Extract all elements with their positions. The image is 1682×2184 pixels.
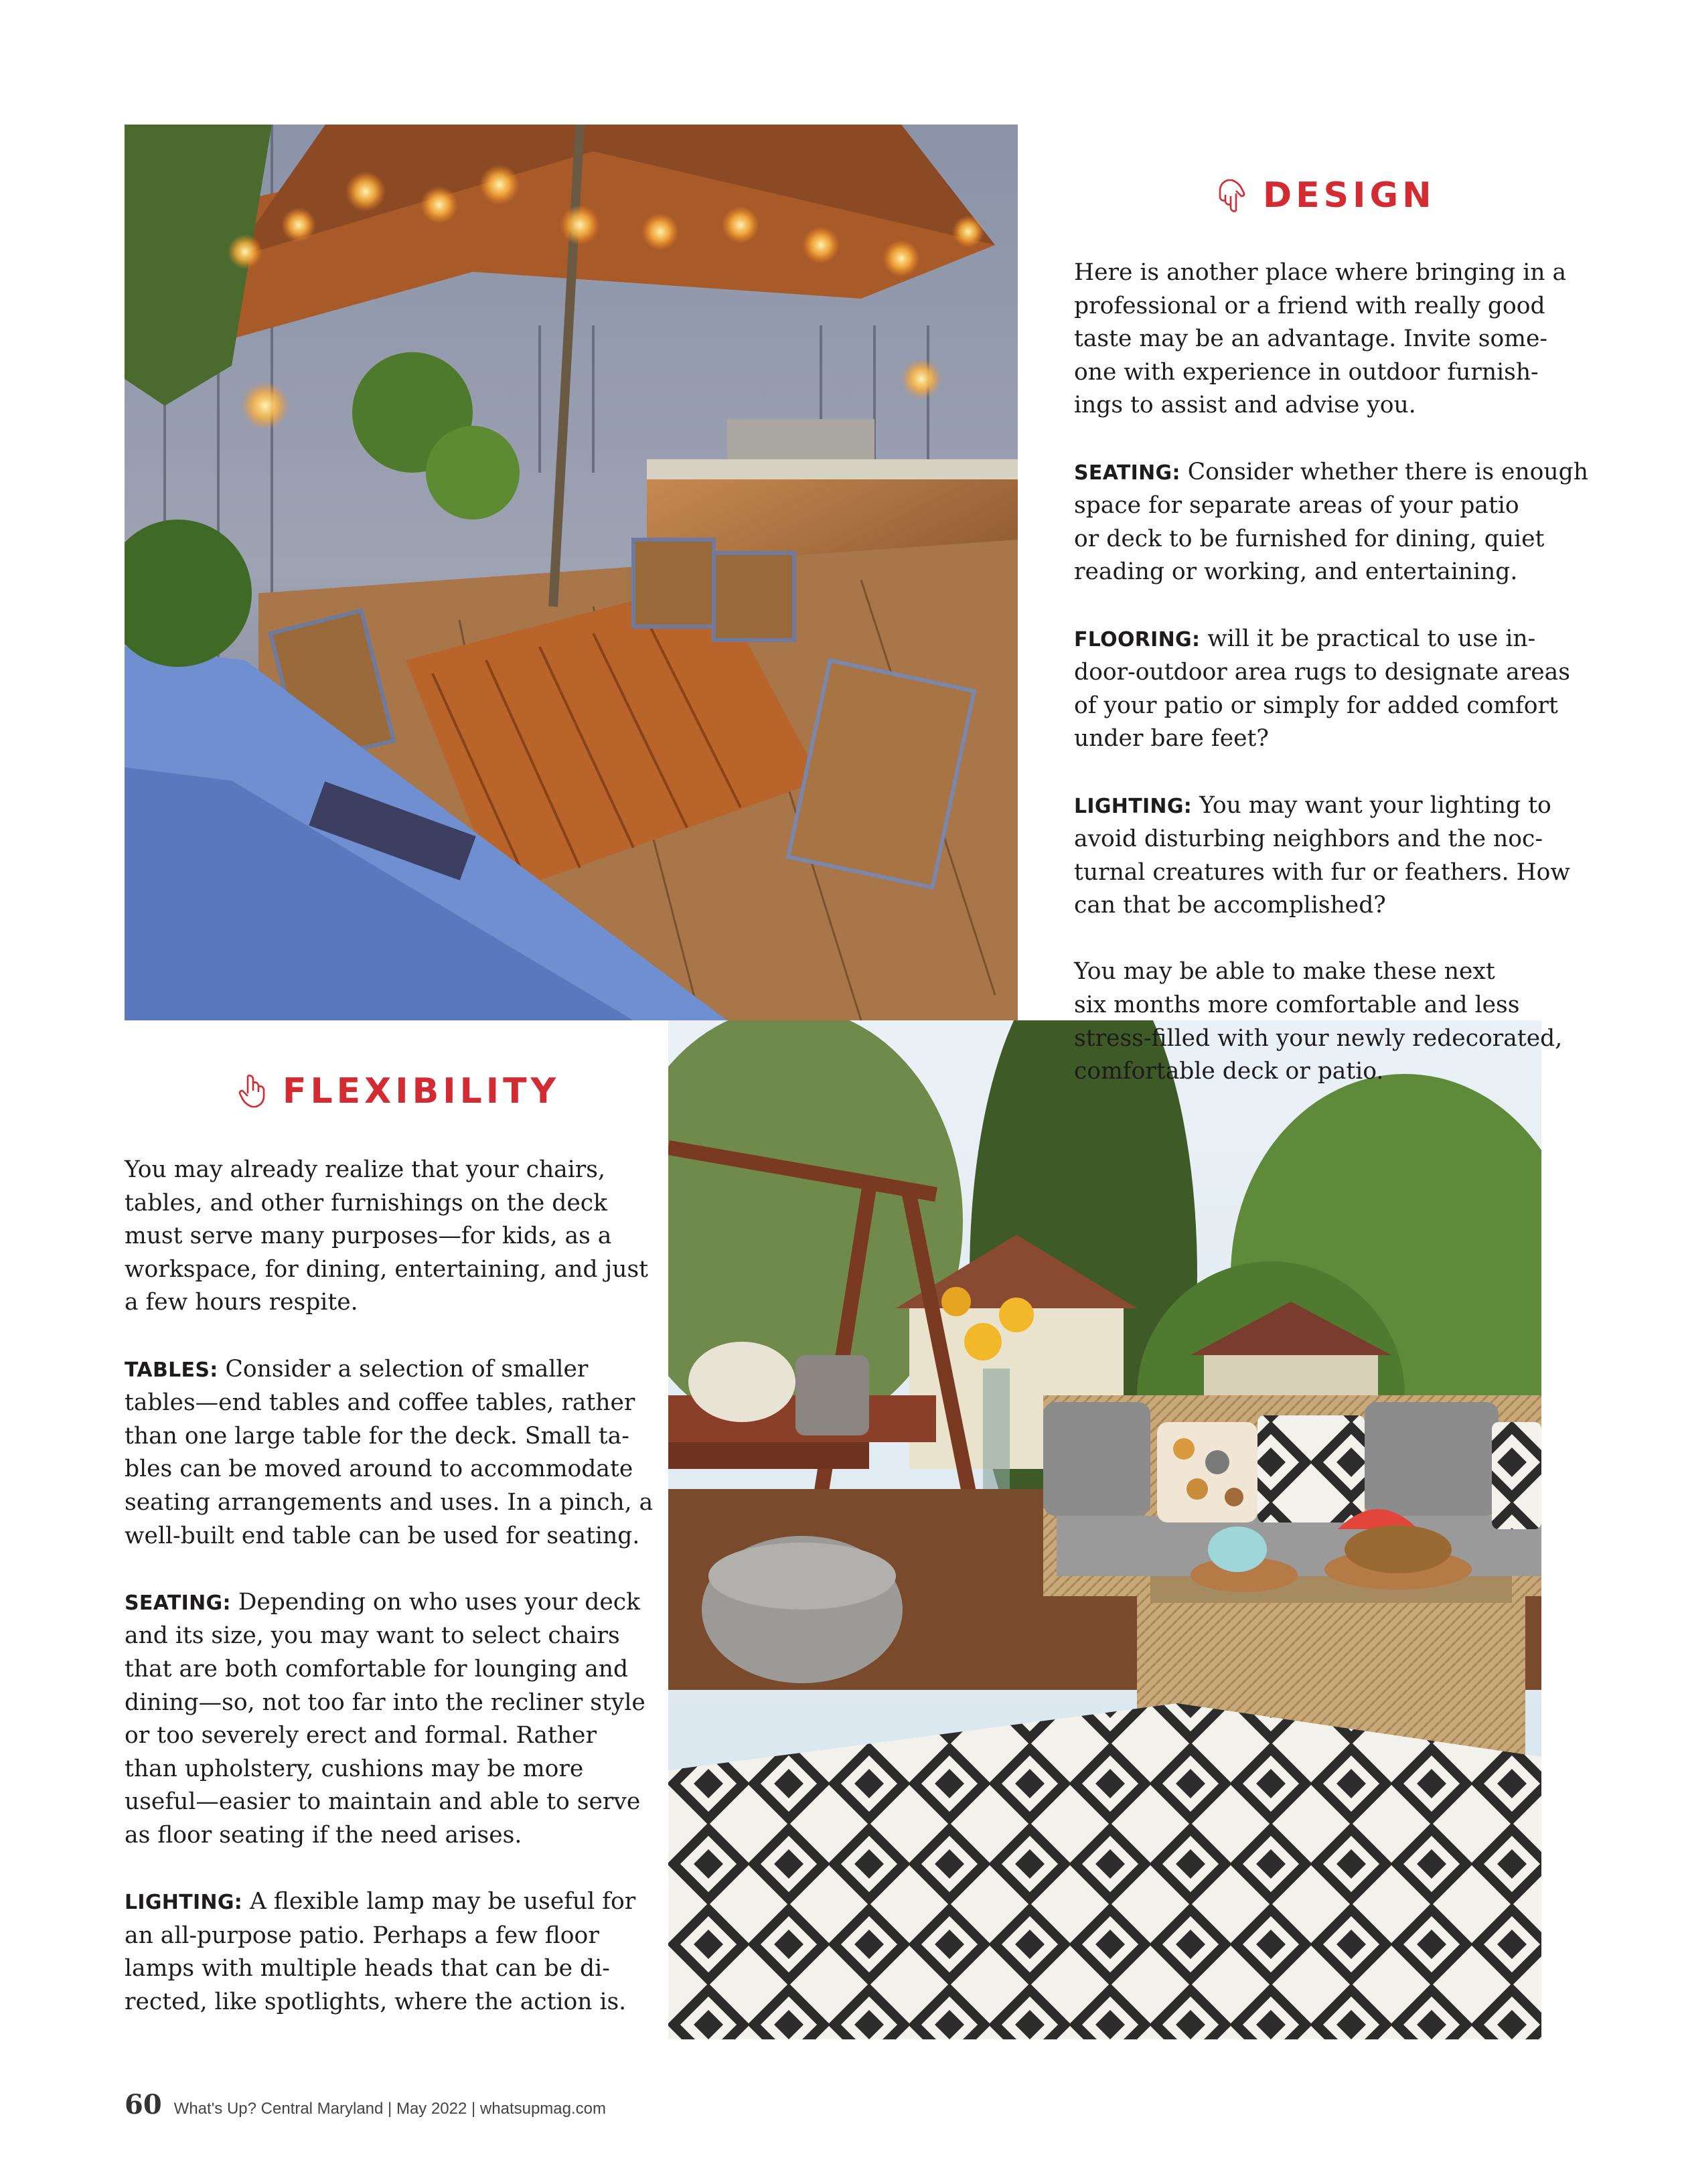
text-line: must serve many purposes—for kids, as a — [125, 1223, 612, 1250]
seating-label: SEATING: — [125, 1591, 231, 1615]
text-line: A flexible lamp may be useful for — [242, 1888, 636, 1916]
text-line: seating arrangements and uses. In a pinch, a — [125, 1488, 654, 1516]
text-line: dining—so, not too far into the recliner style — [125, 1689, 645, 1716]
text-line: or too severely erect and formal. Rather — [125, 1722, 597, 1749]
text-line: rected, like spotlights, where the action is. — [125, 1988, 627, 2015]
text-line: a few hours respite. — [125, 1289, 358, 1316]
page-number: 60 — [125, 2089, 162, 2120]
text-line: and its size, you may want to select chairs — [125, 1622, 620, 1650]
text-line: an all-purpose patio. Perhaps a few floor — [125, 1922, 599, 1949]
design-body — [1074, 256, 1588, 1089]
text-line: turnal creatures with fur or feathers. How — [1074, 858, 1570, 886]
hand-pointing-up-icon — [236, 1073, 268, 1109]
tables-label: TABLES: — [125, 1358, 218, 1382]
text-line: professional or a friend with really good — [1074, 292, 1545, 319]
flexibility-intro-paragraph — [125, 1154, 649, 1320]
text-line: avoid disturbing neighbors and the noc- — [1074, 826, 1543, 853]
text-line: lamps with multiple heads that can be di- — [125, 1955, 610, 1982]
design-closing-paragraph — [1074, 955, 1563, 1088]
text-line: one with experience in outdoor furnish- — [1074, 358, 1539, 386]
text-line: You may be able to make these next — [1074, 958, 1495, 986]
text-line: will it be practical to use in- — [1200, 625, 1536, 652]
flexibility-heading-text: FLEXIBILITY — [283, 1071, 560, 1111]
text-line: comfortable deck or patio. — [1074, 1058, 1384, 1085]
deck-string-lights-photo — [125, 125, 1018, 1020]
text-line: useful—easier to maintain and able to serve — [125, 1788, 641, 1816]
text-line: tables, and other furnishings on the deck — [125, 1189, 607, 1217]
hand-pointing-down-icon — [1216, 177, 1248, 214]
design-seating-paragraph — [1074, 456, 1588, 589]
text-line: reading or working, and entertaining. — [1074, 558, 1518, 586]
flexibility-body — [125, 1154, 654, 2019]
text-line: of your patio or simply for added comfort — [1074, 692, 1558, 719]
text-line: Here is another place where bringing in a — [1074, 259, 1567, 286]
text-line: door-outdoor area rugs to designate areas — [1074, 659, 1570, 686]
design-flooring-paragraph — [1074, 623, 1570, 756]
lighting-label: LIGHTING: — [125, 1891, 243, 1915]
text-line: that are both comfortable for lounging and — [125, 1655, 629, 1683]
text-line: stress-filled with your newly redecorated, — [1074, 1024, 1563, 1052]
text-line: Consider a selection of smaller — [218, 1355, 589, 1383]
footer-text: What's Up? Central Maryland | May 2022 | whatsupmag.com — [173, 2100, 606, 2118]
text-line: You may already realize that your chairs, — [125, 1156, 605, 1183]
text-line: workspace, for dining, entertaining, and just — [125, 1255, 649, 1283]
text-line: than one large table for the deck. Small ta- — [125, 1422, 629, 1450]
lighting-label: LIGHTING: — [1074, 794, 1193, 818]
flexibility-tables-paragraph — [125, 1353, 654, 1553]
design-heading — [1216, 175, 1436, 216]
flexibility-heading — [236, 1071, 560, 1111]
design-lighting-paragraph — [1074, 789, 1570, 923]
flexibility-lighting-paragraph — [125, 1885, 636, 2019]
text-line: tables—end tables and coffee tables, rather — [125, 1389, 635, 1417]
flooring-label: FLOORING: — [1074, 627, 1201, 651]
text-line: You may want your lighting to — [1192, 791, 1551, 819]
text-line: as floor seating if the need arises. — [125, 1821, 522, 1849]
design-intro-paragraph — [1074, 256, 1567, 422]
flexibility-seating-paragraph — [125, 1586, 645, 1853]
text-line: well-built end table can be used for seating. — [125, 1522, 640, 1549]
seating-label: SEATING: — [1074, 461, 1180, 485]
text-line: taste may be an advantage. Invite some- — [1074, 325, 1548, 353]
patio-wicker-sofa-photo — [668, 1020, 1541, 2039]
page-footer — [125, 2089, 606, 2120]
text-line: can that be accomplished? — [1074, 892, 1386, 919]
text-line: Depending on who uses your deck — [230, 1588, 641, 1616]
design-heading-text: DESIGN — [1263, 175, 1436, 216]
text-line: ings to assist and advise you. — [1074, 392, 1416, 419]
text-line: under bare feet? — [1074, 725, 1269, 753]
text-line: bles can be moved around to accommodate — [125, 1456, 633, 1483]
text-line: than upholstery, cushions may be more — [125, 1755, 584, 1782]
text-line: Consider whether there is enough — [1180, 458, 1588, 485]
text-line: space for separate areas of your patio — [1074, 492, 1519, 520]
text-line: six months more comfortable and less — [1074, 992, 1520, 1019]
text-line: or deck to be furnished for dining, quiet — [1074, 525, 1545, 552]
